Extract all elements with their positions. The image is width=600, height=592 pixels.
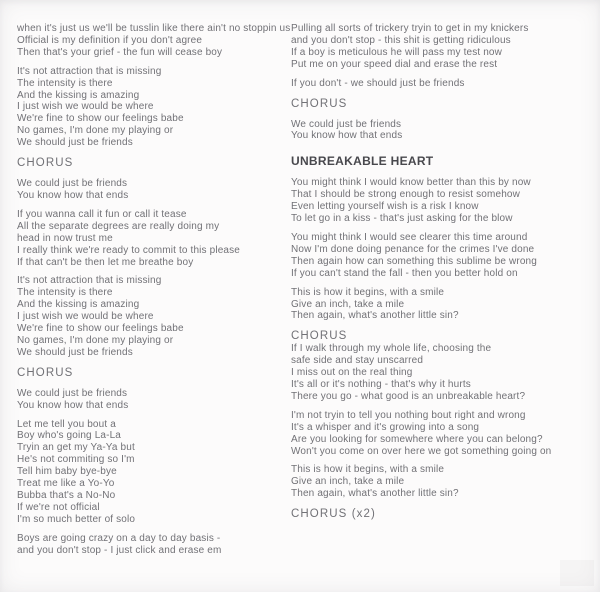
verse-block <box>17 66 285 149</box>
lyric-line: and you don't stop - I just click and erase em <box>17 544 222 556</box>
verse-block <box>17 419 285 526</box>
lyric-line: That I should be strong enough to resist somehow <box>291 189 520 201</box>
lyric-line: Are you looking for somewhere where you can belong? <box>291 433 543 445</box>
lyric-line: If a boy is meticulous he will pass my test now <box>291 46 503 58</box>
lyric-line: I just wish we would be where <box>17 101 154 113</box>
lyric-line: All the separate degrees are really doing my <box>17 220 220 232</box>
lyric-line: Then again how can something this sublime be wrong <box>291 255 537 267</box>
lyrics-column-right <box>291 23 587 529</box>
lyric-line: Tell him baby bye-bye <box>17 466 117 478</box>
lyric-line: We could just be friends <box>291 118 402 130</box>
lyric-line: It's not attraction that is missing <box>17 65 162 77</box>
lyric-line: Bubba that's a No-No <box>17 490 116 501</box>
lyric-line: It's not attraction that is missing <box>17 275 162 287</box>
lyric-line: Boys are going crazy on a day to day basis - <box>17 532 221 544</box>
lyric-line: If I walk through my whole life, choosing the <box>291 343 492 355</box>
verse-block <box>17 388 285 412</box>
verse-block <box>291 78 587 90</box>
lyric-line: head in now trust me <box>17 232 113 244</box>
lyric-line: It's a whisper and it's growing into a song <box>291 421 480 433</box>
verse-block <box>17 178 285 202</box>
verse-block <box>291 343 587 403</box>
lyric-line: I just wish we would be where <box>17 311 154 323</box>
lyric-line: If you can't stand the fall - then you better hold on <box>291 267 518 279</box>
lyric-line: This is how it begins, with a smile <box>291 464 445 476</box>
lyric-line: You might think I would know better than this by now <box>291 177 531 189</box>
lyric-line: You know how that ends <box>291 130 403 142</box>
verse-block <box>291 464 587 500</box>
lyric-line: No games, I'm done my playing or <box>17 334 174 346</box>
lyric-line: I'm not tryin to tell you nothing bout right and wrong <box>291 409 526 421</box>
lyric-line: The intensity is there <box>17 77 113 89</box>
chorus-heading: CHORUS (x2) <box>291 508 376 521</box>
lyric-line: Treat me like a Yo-Yo <box>17 478 115 490</box>
lyric-line: To let go in a kiss - that's just asking for the blow <box>291 213 513 225</box>
lyric-line: We should just be friends <box>17 137 133 149</box>
lyric-line: I'm so much better of solo <box>17 513 136 525</box>
lyric-line: Then that's your grief - the fun will cease boy <box>17 46 223 58</box>
verse-block <box>17 209 285 269</box>
lyric-line: Tryin an get my Ya-Ya but <box>17 442 135 454</box>
lyric-line: Put me on your speed dial and erase the rest <box>291 58 498 70</box>
lyric-line: We're fine to show our feelings babe <box>17 113 184 125</box>
lyric-line: Then again, what's another little sin? <box>291 310 459 322</box>
lyrics-column-left <box>17 23 291 564</box>
verse-block <box>17 533 285 557</box>
lyric-line: We could just be friends <box>17 387 128 399</box>
lyric-line: Give an inch, take a mile <box>291 298 405 310</box>
lyric-line: Now I'm done doing penance for the crimes I've done <box>291 243 535 255</box>
verse-block <box>291 287 587 323</box>
verse-block <box>17 275 285 358</box>
chorus-heading: CHORUS <box>17 366 74 379</box>
chorus-heading: CHORUS <box>17 157 74 170</box>
scan-artifact <box>560 560 594 586</box>
lyric-line: If you don't - we should just be friends <box>291 77 465 89</box>
lyric-line: You know how that ends <box>17 399 129 411</box>
lyric-line: and you don't stop - this shit is getting ridiculous <box>291 34 511 46</box>
verse-block <box>17 23 291 59</box>
lyric-line: Even letting yourself wish is a risk I know <box>291 201 479 213</box>
lyric-line: And the kissing is amazing <box>17 89 140 101</box>
lyric-line: I miss out on the real thing <box>291 367 413 379</box>
lyric-line: There you go - what good is an unbreakable heart? <box>291 390 526 402</box>
chorus-heading: CHORUS <box>291 330 348 343</box>
lyric-line: And the kissing is amazing <box>17 299 140 311</box>
lyric-line: This is how it begins, with a smile <box>291 286 445 298</box>
verse-block <box>291 119 587 143</box>
lyric-line: Won't you come on over here we got something going on <box>291 445 552 457</box>
lyric-line: No games, I'm done my playing or <box>17 125 174 137</box>
lyric-line: when it's just us we'll be tusslin like there ain't no stoppin us <box>17 23 291 34</box>
lyric-line: Let me tell you bout a <box>17 418 116 430</box>
verse-block <box>291 177 587 225</box>
lyric-line: safe side and stay unscarred <box>291 355 424 367</box>
lyric-line: Boy who's going La-La <box>17 430 122 442</box>
song-title: UNBREAKABLE HEART <box>291 154 434 169</box>
lyric-line: It's all or it's nothing - that's why it hurts <box>291 379 471 391</box>
lyric-line: Then again, what's another little sin? <box>291 488 459 500</box>
lyric-line: If that can't be then let me breathe boy <box>17 256 194 268</box>
lyric-line: We're fine to show our feelings babe <box>17 323 184 335</box>
lyric-line: I really think we're ready to commit to this please <box>17 244 240 256</box>
lyric-line: If you wanna call it fun or call it tease <box>17 208 187 220</box>
verse-block <box>291 23 587 71</box>
verse-block <box>291 410 587 458</box>
lyric-line: You know how that ends <box>17 189 129 201</box>
lyric-line: If we're not official <box>17 501 100 513</box>
lyric-line: Official is my definition if you don't agree <box>17 34 203 46</box>
verse-block <box>291 232 587 280</box>
chorus-heading: CHORUS <box>291 97 348 110</box>
lyric-line: He's not commiting so I'm <box>17 454 135 466</box>
lyric-line: We should just be friends <box>17 346 133 358</box>
lyric-line: We could just be friends <box>17 178 128 190</box>
lyric-line: Give an inch, take a mile <box>291 476 405 488</box>
lyric-line: The intensity is there <box>17 287 113 299</box>
lyric-line: Pulling all sorts of trickery tryin to get in my knickers <box>291 23 529 34</box>
lyric-line: You might think I would see clearer this time around <box>291 231 528 243</box>
